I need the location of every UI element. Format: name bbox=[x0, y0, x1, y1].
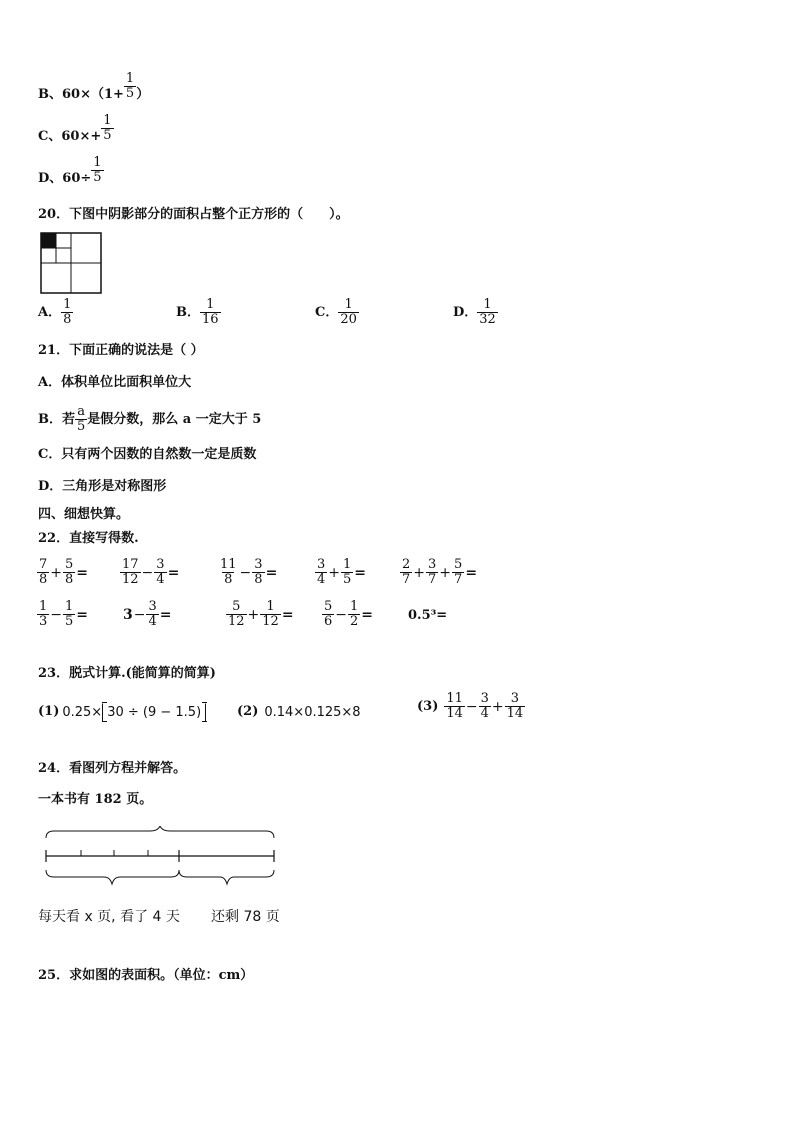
part-label: (3) bbox=[417, 698, 439, 714]
denominator: 5 bbox=[93, 170, 102, 185]
bracket-expression bbox=[102, 703, 206, 722]
operator: + bbox=[491, 698, 504, 715]
q21-option-c: C．只有两个因数的自然数一定是质数 bbox=[38, 447, 257, 462]
total-brace bbox=[46, 826, 274, 838]
option-b-prefix: B．若 bbox=[38, 412, 75, 427]
fraction bbox=[37, 558, 49, 587]
fraction bbox=[338, 298, 359, 327]
fraction bbox=[200, 298, 221, 327]
q22-title: 22．直接写得数. bbox=[38, 531, 139, 546]
option-label: A． bbox=[38, 305, 62, 320]
operator: − bbox=[133, 607, 146, 623]
fraction bbox=[505, 692, 526, 721]
bracket-bottom-left bbox=[102, 721, 107, 722]
denominator: 12 bbox=[122, 572, 139, 587]
fraction bbox=[37, 600, 49, 629]
fraction bbox=[348, 600, 360, 629]
q22-item-9 bbox=[322, 600, 373, 629]
q23-title: 23．脱式计算.(能简算的简算) bbox=[38, 666, 216, 681]
denominator: 5 bbox=[65, 614, 74, 629]
numerator: 3 bbox=[480, 691, 489, 706]
numerator: 3 bbox=[510, 691, 520, 706]
fraction bbox=[341, 558, 353, 587]
q21-option-b bbox=[38, 405, 261, 434]
fraction bbox=[477, 298, 498, 327]
part-label: (2) bbox=[237, 704, 259, 719]
q20-option-b bbox=[176, 298, 221, 327]
part-label: (1) bbox=[38, 704, 60, 719]
numerator: 2 bbox=[402, 557, 411, 572]
denominator: 8 bbox=[63, 312, 72, 327]
q23-part-1 bbox=[38, 700, 206, 724]
bracket-bottom-right bbox=[202, 721, 207, 722]
operator: − bbox=[50, 607, 63, 623]
fraction bbox=[218, 558, 239, 587]
denominator: 4 bbox=[156, 572, 165, 587]
option-expr-pre: 60÷ bbox=[62, 171, 92, 186]
equals-sign: = bbox=[265, 565, 278, 581]
operator: + bbox=[439, 565, 452, 581]
denominator: 8 bbox=[254, 572, 263, 587]
q22-item-6 bbox=[37, 600, 88, 629]
numerator: 7 bbox=[39, 557, 48, 572]
numerator: 1 bbox=[343, 557, 352, 572]
fraction bbox=[252, 558, 264, 587]
fraction bbox=[400, 558, 412, 587]
numerator: 3 bbox=[148, 599, 157, 614]
numerator: 5 bbox=[232, 599, 241, 614]
denominator: 14 bbox=[506, 706, 524, 721]
denominator: 6 bbox=[324, 614, 333, 629]
numerator: 5 bbox=[65, 557, 74, 572]
numerator: 3 bbox=[156, 557, 165, 572]
fraction bbox=[120, 558, 141, 587]
denominator: 4 bbox=[317, 572, 326, 587]
fraction bbox=[444, 692, 465, 721]
fraction bbox=[63, 600, 75, 629]
numerator: 1 bbox=[266, 599, 275, 614]
numerator: 11 bbox=[446, 691, 463, 706]
q25-title: 25．求如图的表面积。（单位：cm） bbox=[38, 968, 254, 983]
option-label: B． bbox=[176, 305, 200, 320]
q22-item-3 bbox=[218, 558, 277, 587]
denominator: 2 bbox=[350, 614, 359, 629]
numerator: 1 bbox=[206, 297, 215, 312]
denominator: 12 bbox=[228, 614, 245, 629]
q23-part-3 bbox=[417, 692, 525, 721]
segment-diagram bbox=[42, 826, 278, 888]
expression: 0.14×0.125×8 bbox=[264, 704, 361, 720]
denominator: 3 bbox=[39, 614, 48, 629]
equals-sign: = bbox=[354, 565, 367, 581]
q22-item-8 bbox=[226, 600, 294, 629]
fraction bbox=[322, 600, 334, 629]
q20-title: 20．下图中阴影部分的面积占整个正方形的（ ）。 bbox=[38, 207, 349, 222]
equals-sign: = bbox=[159, 607, 172, 623]
bracket-top-left bbox=[102, 702, 107, 703]
operator: + bbox=[328, 565, 341, 581]
denominator: 14 bbox=[446, 706, 463, 721]
fraction bbox=[315, 558, 327, 587]
denominator: 7 bbox=[402, 572, 411, 587]
q23-part-2 bbox=[237, 700, 361, 724]
fraction bbox=[91, 156, 103, 185]
denominator: 5 bbox=[77, 419, 86, 434]
numerator: 1 bbox=[93, 155, 102, 170]
shaded-cell bbox=[42, 234, 57, 249]
denominator: 20 bbox=[340, 312, 357, 327]
option-label: C． bbox=[315, 305, 339, 320]
bracket-content: 30 ÷ (9 − 1.5) bbox=[107, 704, 202, 720]
denominator: 8 bbox=[39, 572, 48, 587]
q22-item-1 bbox=[37, 558, 88, 587]
operator: − bbox=[465, 698, 478, 715]
option-label: C、 bbox=[38, 129, 62, 144]
fraction bbox=[124, 72, 136, 101]
fraction bbox=[101, 114, 113, 143]
denominator: 5 bbox=[343, 572, 352, 587]
numerator: a bbox=[77, 404, 86, 419]
q20-option-a bbox=[38, 298, 73, 327]
q22-item-4 bbox=[315, 558, 366, 587]
whole-number: 3 bbox=[123, 606, 133, 623]
q22-item-7 bbox=[122, 600, 172, 629]
equals-sign: = bbox=[167, 565, 180, 581]
numerator: 1 bbox=[344, 297, 353, 312]
fraction bbox=[63, 558, 75, 587]
section-4-title: 四、细想快算。 bbox=[38, 507, 130, 522]
fraction bbox=[146, 600, 158, 629]
operator: + bbox=[413, 565, 426, 581]
option-expr-pre: 60×（1+ bbox=[62, 87, 124, 102]
fraction bbox=[75, 405, 87, 434]
numerator: 17 bbox=[122, 557, 139, 572]
q20-option-d bbox=[453, 298, 498, 327]
q22-item-5 bbox=[400, 558, 477, 587]
numerator: 1 bbox=[39, 599, 48, 614]
option-expr-post: ） bbox=[136, 87, 150, 102]
q22-item-10: 0.5³= bbox=[408, 608, 448, 623]
q21-option-d: D．三角形是对称图形 bbox=[38, 479, 167, 494]
denominator: 7 bbox=[428, 572, 437, 587]
denominator: 12 bbox=[262, 614, 279, 629]
denominator: 7 bbox=[454, 572, 463, 587]
fraction bbox=[260, 600, 281, 629]
numerator: 1 bbox=[483, 297, 492, 312]
q21-title: 21．下面正确的说法是（ ） bbox=[38, 343, 204, 358]
option-label: B、 bbox=[38, 87, 62, 102]
square-grid-figure bbox=[40, 232, 102, 294]
numerator: 1 bbox=[350, 599, 359, 614]
expression-part: 0.25× bbox=[62, 704, 103, 720]
denominator: 5 bbox=[103, 128, 112, 143]
numerator: 11 bbox=[220, 557, 237, 572]
q21-option-a: A．体积单位比面积单位大 bbox=[38, 375, 192, 390]
numerator: 1 bbox=[63, 297, 72, 312]
q19-option-b bbox=[38, 71, 150, 109]
denominator: 32 bbox=[479, 312, 496, 327]
operator: − bbox=[335, 607, 348, 623]
equals-sign: = bbox=[465, 565, 478, 581]
operator: + bbox=[247, 607, 260, 623]
denominator: 16 bbox=[202, 312, 219, 327]
numerator: 1 bbox=[125, 71, 135, 86]
q24-caption-left: 每天看 x 页, 看了 4 天 bbox=[38, 909, 180, 925]
numerator: 3 bbox=[428, 557, 437, 572]
option-label: D、 bbox=[38, 171, 63, 186]
option-expr-pre: 60×+ bbox=[61, 129, 102, 144]
equals-sign: = bbox=[361, 607, 374, 623]
read-brace bbox=[46, 870, 179, 884]
fraction bbox=[426, 558, 438, 587]
equals-sign: = bbox=[281, 607, 294, 623]
option-label: D． bbox=[453, 305, 478, 320]
fraction bbox=[61, 298, 73, 327]
numerator: 5 bbox=[454, 557, 463, 572]
q19-option-c bbox=[38, 113, 114, 151]
fraction bbox=[452, 558, 464, 587]
remaining-brace bbox=[179, 870, 274, 884]
numerator: 1 bbox=[65, 599, 74, 614]
q24-subtitle: 一本书有 182 页。 bbox=[38, 792, 153, 807]
denominator: 8 bbox=[224, 572, 233, 587]
denominator: 4 bbox=[148, 614, 157, 629]
fraction bbox=[479, 692, 491, 721]
operator: − bbox=[239, 565, 252, 581]
numerator: 3 bbox=[317, 557, 326, 572]
denominator: 4 bbox=[480, 706, 489, 721]
operator: − bbox=[141, 565, 154, 581]
operator: + bbox=[50, 565, 63, 581]
fraction bbox=[154, 558, 166, 587]
equals-sign: = bbox=[76, 607, 89, 623]
bracket-top-right bbox=[202, 702, 207, 703]
denominator: 8 bbox=[65, 572, 74, 587]
numerator: 1 bbox=[103, 113, 112, 128]
fraction bbox=[226, 600, 247, 629]
q20-option-c bbox=[315, 298, 359, 327]
q22-item-2 bbox=[120, 558, 179, 587]
equals-sign: = bbox=[76, 565, 89, 581]
denominator: 5 bbox=[125, 86, 135, 101]
q24-title: 24．看图列方程并解答。 bbox=[38, 761, 187, 776]
q24-caption-right: 还剩 78 页 bbox=[211, 909, 280, 925]
option-b-suffix: 是假分数，那么 a 一定大于 5 bbox=[87, 412, 262, 427]
numerator: 5 bbox=[324, 599, 333, 614]
q19-option-d bbox=[38, 155, 104, 193]
numerator: 3 bbox=[254, 557, 263, 572]
